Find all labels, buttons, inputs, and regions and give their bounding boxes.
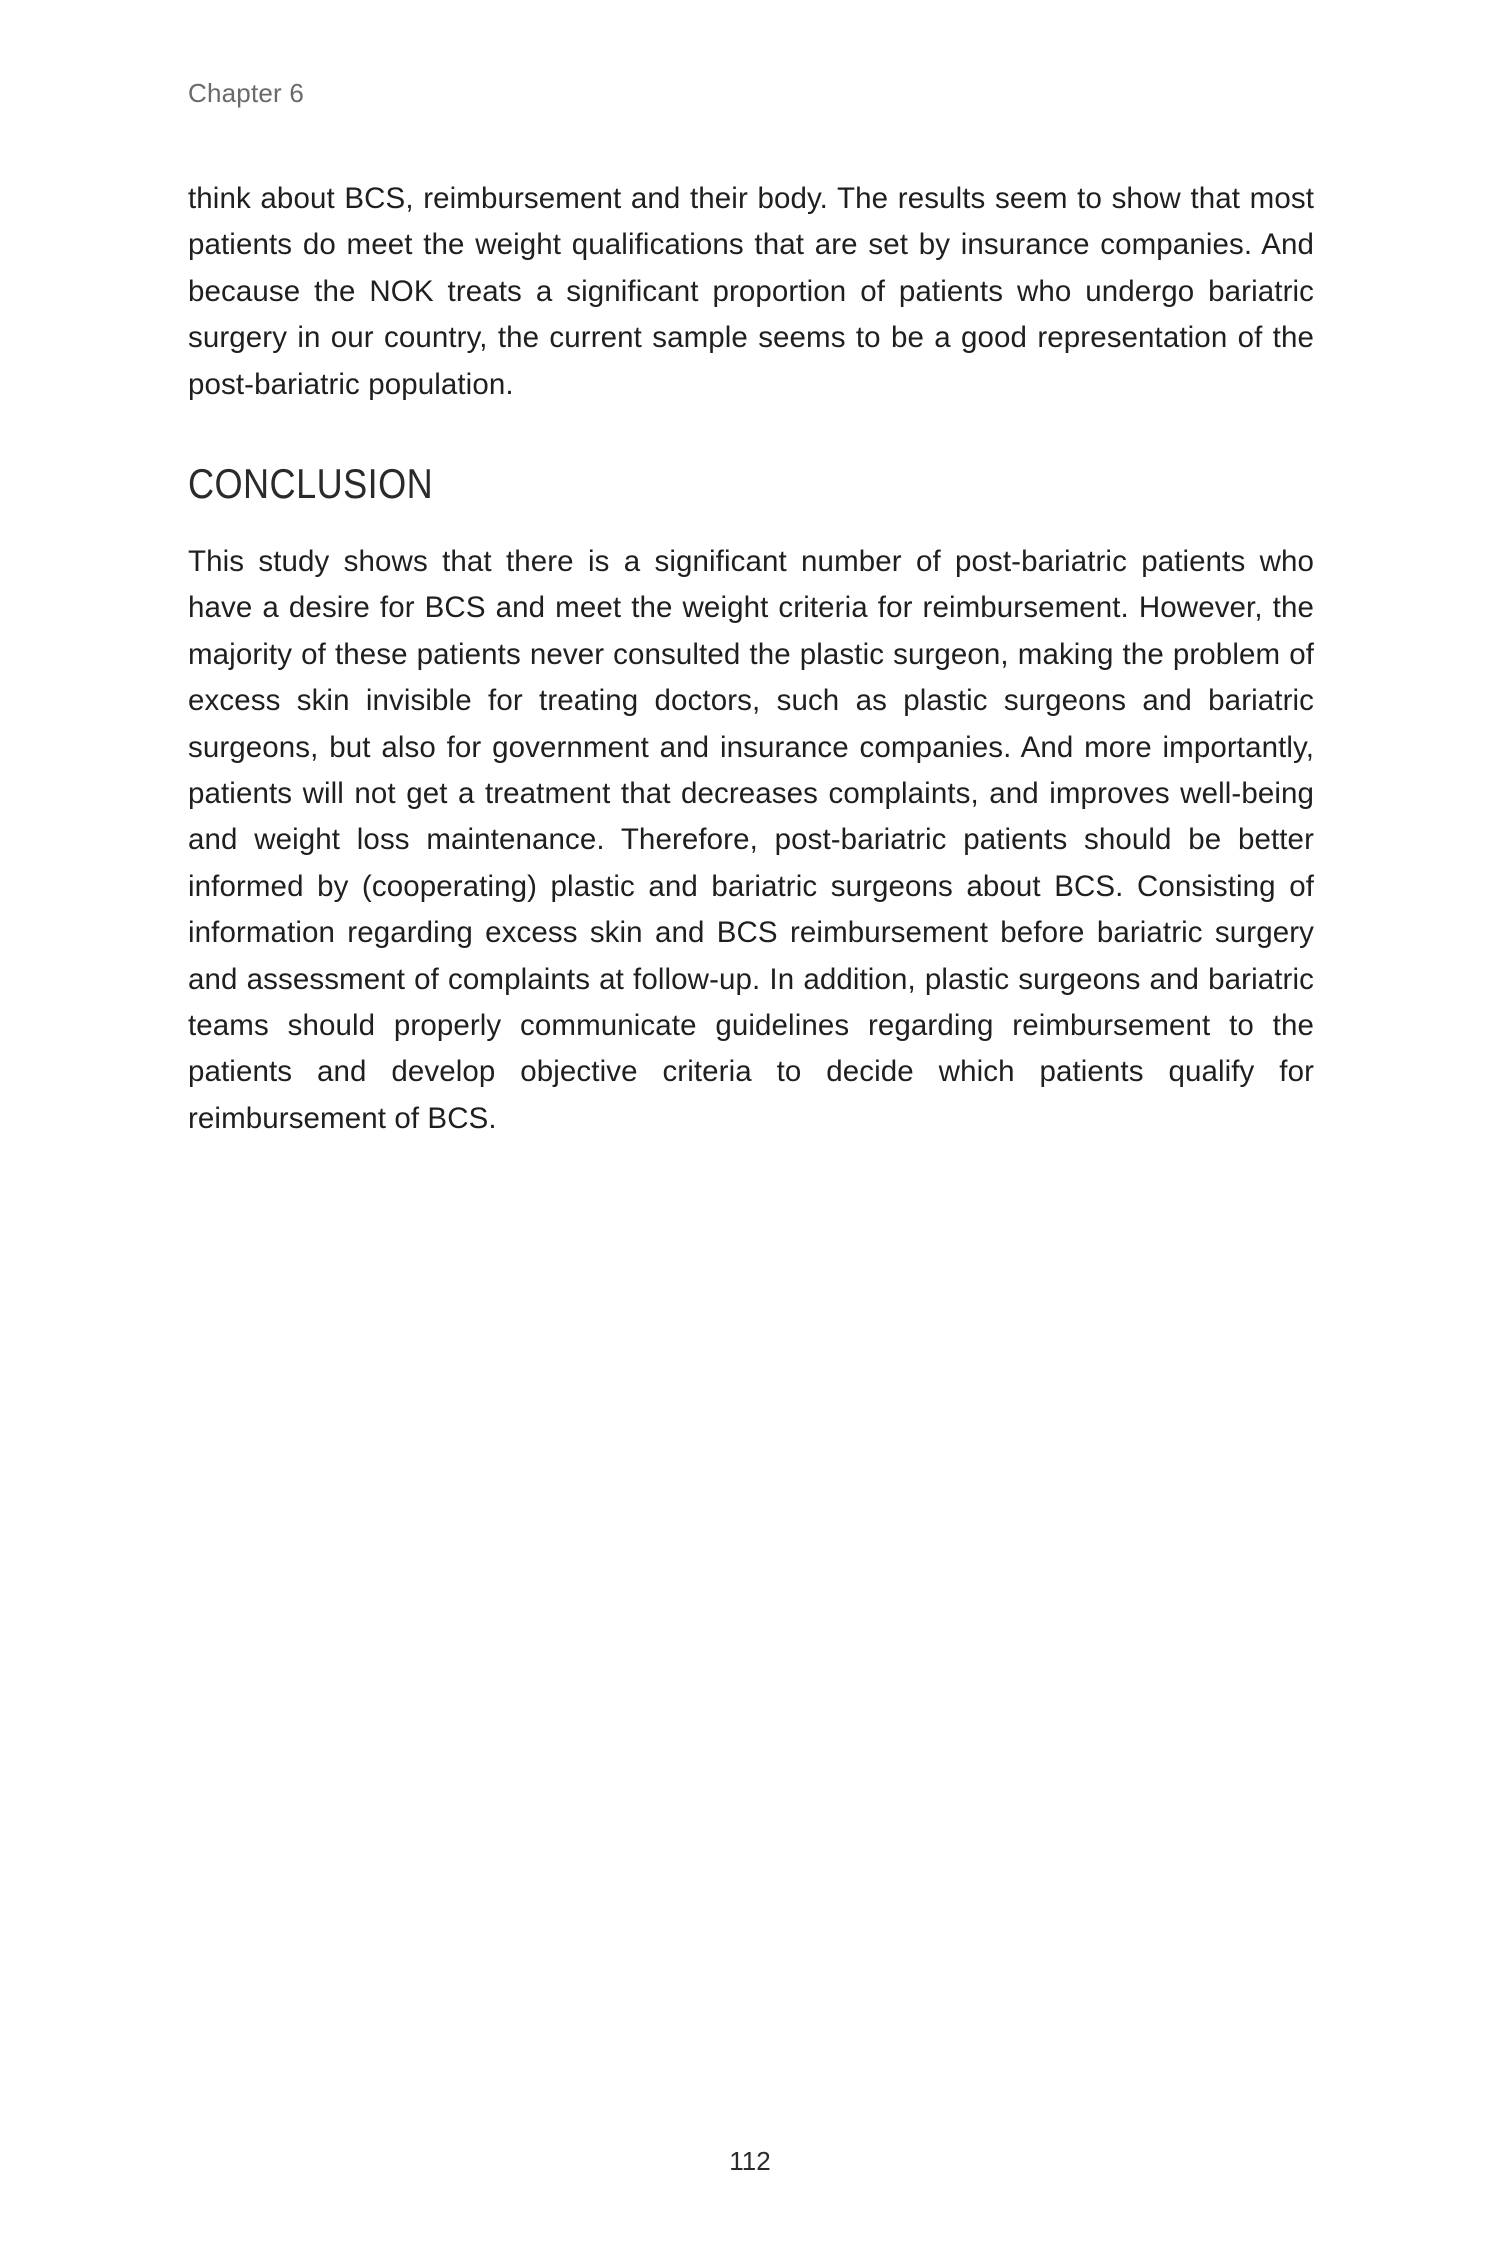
section-heading-conclusion: CONCLUSION [188,460,434,507]
conclusion-paragraph: This study shows that there is a significant number of post-bariatric patients who have a desire for BCS and meet the weight criteria for reimbursement. However, the majority of these patients never consulted the plastic surgeon, making the problem of excess skin invisible for treating doctors, such as plastic surgeons and bariatric surgeons, but also for government and insurance companies. And more importantly, patients will not get a treatment that decreases complaints, and improves well-being and weight loss maintenance. Therefore, post-bariatric patients should be better informed by (cooperating) plastic and bariatric surgeons about BCS. Consisting of information regarding excess skin and BCS reimbursement before bariatric surgery and assessment of complaints at follow-up. In addition, plastic surgeons and bariatric teams should properly communicate guidelines regarding reimbursement to the patients and develop objective criteria to decide which patients qualify for reimbursement of BCS. [188,545,1314,1135]
continued-paragraph: think about BCS, reimbursement and their body. The results seem to show that most patients do meet the weight qualifications that are set by insurance companies. And because the NOK treats a significant proportion of patients who undergo bariatric surgery in our country, the current sample seems to be a good representation of the post-bariatric population. [188,182,1314,401]
page-number: 112 [729,2146,771,2176]
running-head-chapter: Chapter 6 [188,78,304,108]
